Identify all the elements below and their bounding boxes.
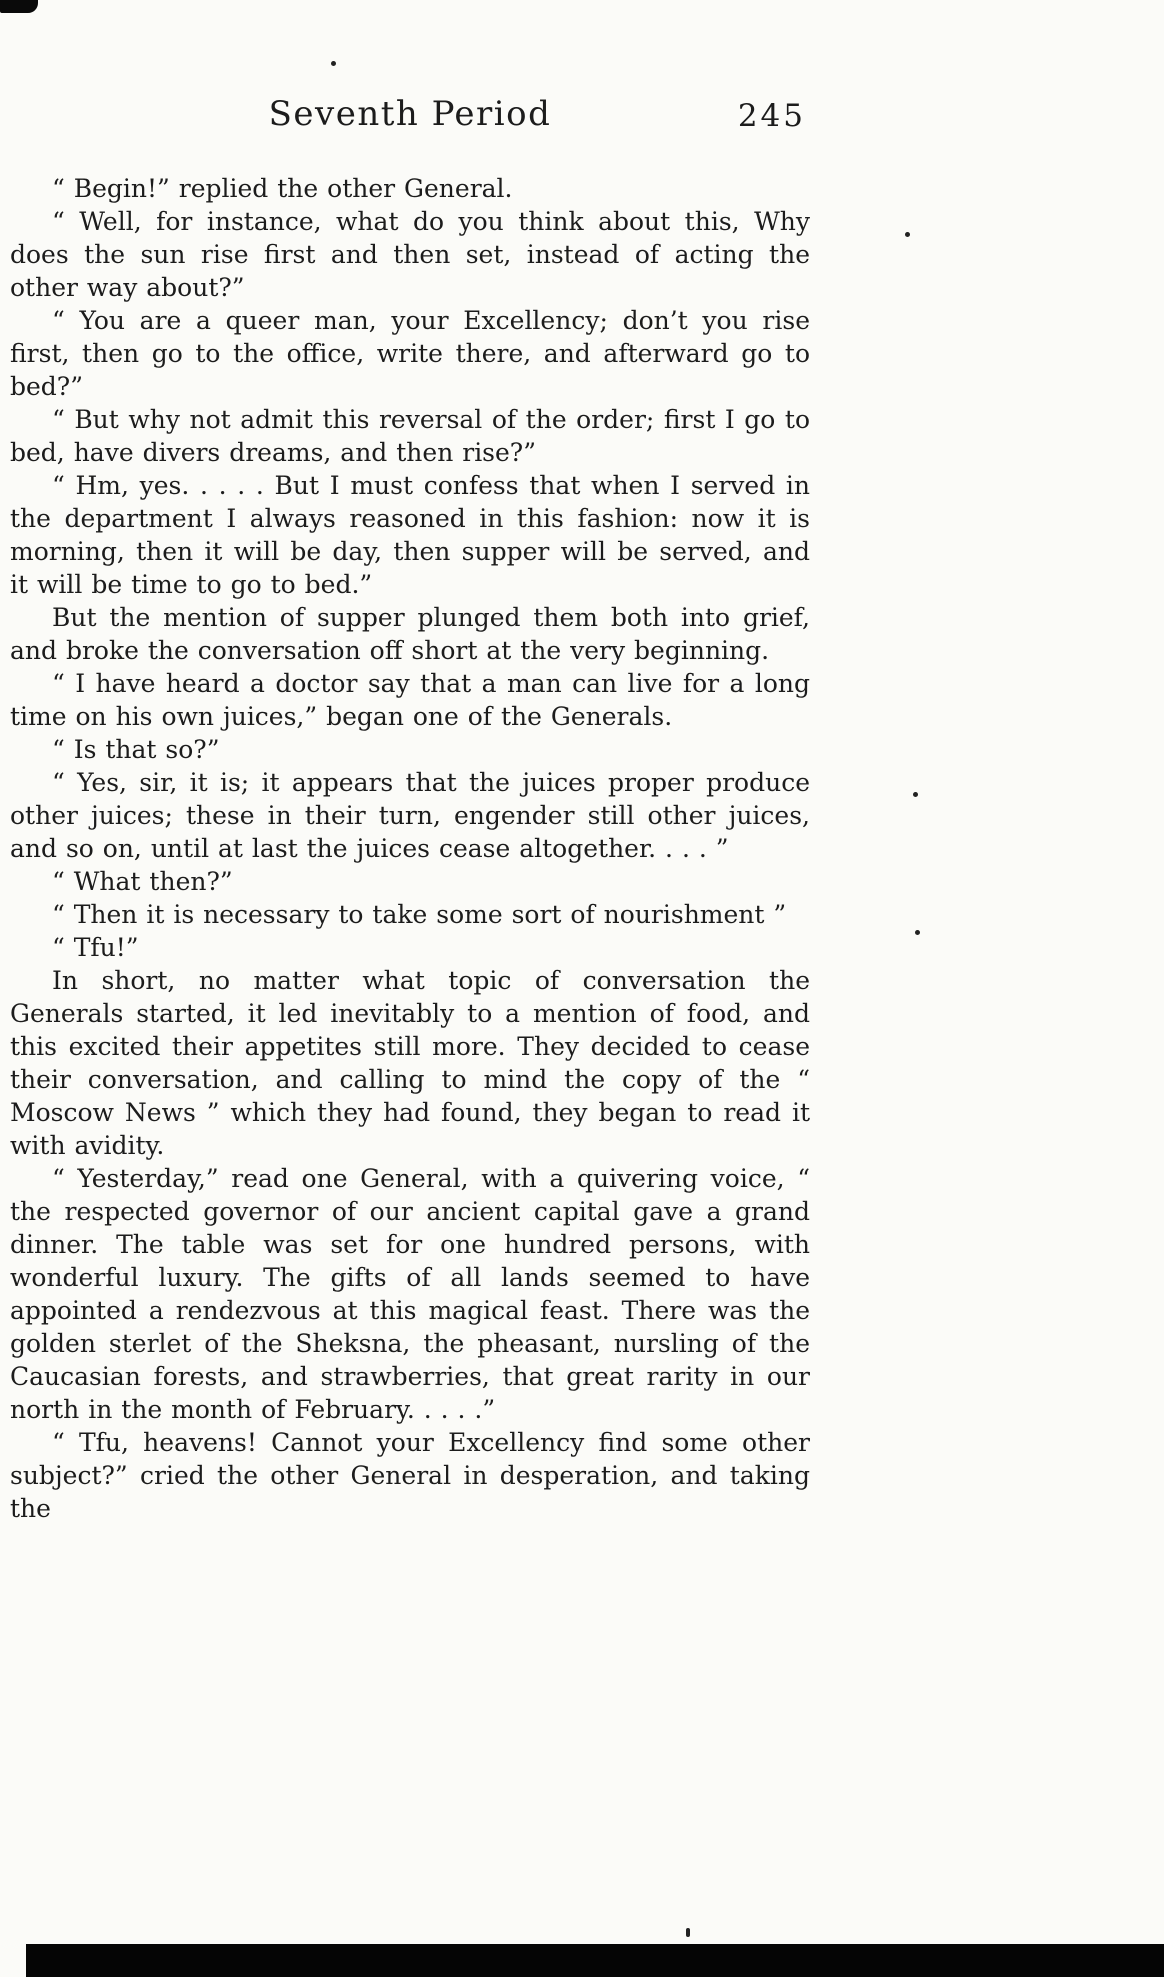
scan-artifact-top-left	[0, 0, 38, 13]
chapter-title: Seventh Period	[268, 94, 552, 134]
paragraph: “ Yesterday,” read one General, with a quivering voice, “ the respected governor of our ancient capital gave a grand dinner. The table was set for one hundred persons, with wonderful luxury. The gifts of all lands seemed to have appointed a rendezvous at this magical feast. There was the golden sterlet of the Sheksna, the pheasant, nursling of the Caucasian forests, and strawberries, that great rarity in our north in the month of February. . . . .”	[10, 1164, 810, 1424]
paragraph: “ Yes, sir, it is; it appears that the juices proper produce other juices; these in their turn, engender still other juices, and so on, until at last the juices cease altogether. . . . ”	[10, 768, 810, 863]
paragraph: “ Then it is necessary to take some sort of nourishment ”	[52, 900, 787, 929]
paragraph: “ What then?”	[52, 867, 233, 896]
paragraph: “ But why not admit this reversal of the order; first I go to bed, have divers dreams, and then rise?”	[10, 405, 810, 467]
paragraph: “ Hm, yes. . . . . But I must confess that when I served in the department I always reasoned in this fashion: now it is morning, then it will be day, then supper will be served, and it will be time to go to bed.”	[10, 471, 810, 599]
paragraph: In short, no matter what topic of conversation the Generals started, it led inevitably to a mention of food, and this excited their appetites still more. They decided to cease their conversation, and calling to mind the copy of the “ Moscow News ” which they had found, they began to read it with avidity.	[10, 966, 810, 1160]
scan-speck	[913, 792, 918, 797]
page-body	[10, 172, 810, 1525]
paragraph: “ I have heard a doctor say that a man can live for a long time on his own juices,” began one of the Generals.	[10, 669, 810, 731]
paragraph: “ Well, for instance, what do you think about this, Why does the sun rise first and then set, instead of acting the other way about?”	[10, 207, 810, 302]
scan-speck	[331, 61, 336, 66]
scan-artifact-bottom-bar	[26, 1944, 1164, 1977]
scan-speck	[905, 232, 910, 237]
paragraph: “ Is that so?”	[52, 735, 220, 764]
paragraph: “ Tfu, heavens! Cannot your Excellency find some other subject?” cried the other General in desperation, and taking the	[10, 1428, 810, 1523]
paragraph: But the mention of supper plunged them both into grief, and broke the conversation off short at the very beginning.	[10, 603, 810, 665]
page-number: 245	[737, 98, 806, 134]
paragraph: “ Tfu!”	[52, 933, 139, 962]
scan-speck	[686, 1928, 690, 1937]
paragraph: “ You are a queer man, your Excellency; don’t you rise first, then go to the office, write there, and afterward go to bed?”	[10, 306, 810, 401]
paragraph: “ Begin!” replied the other General.	[52, 174, 513, 203]
page-header	[10, 94, 810, 146]
scan-speck	[915, 930, 920, 935]
page-content	[10, 94, 810, 1525]
